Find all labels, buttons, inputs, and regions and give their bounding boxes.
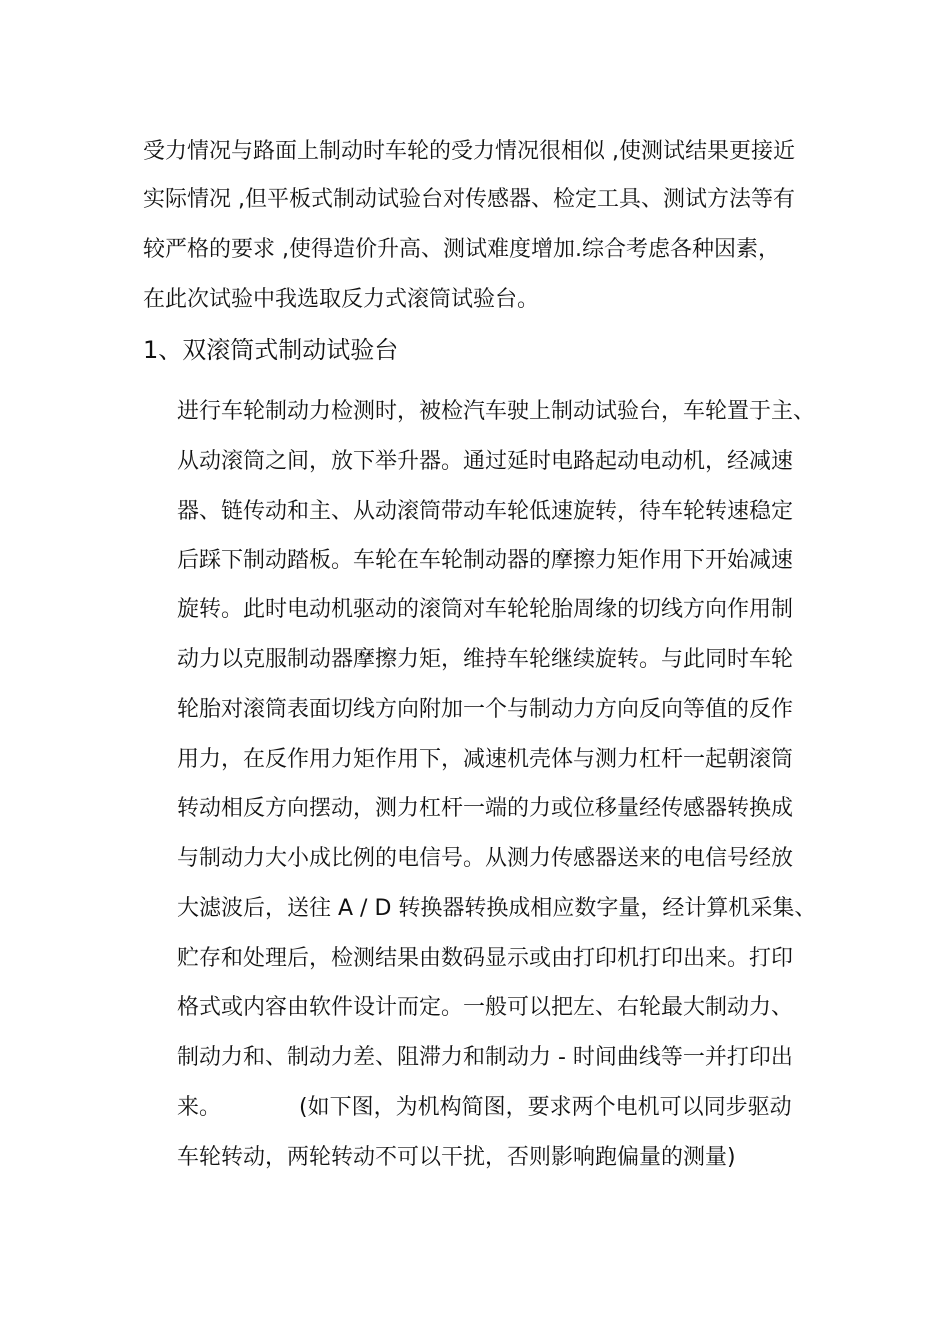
intro-line-2: 实际情况 ,但平板式制动试验台对传感器、检定工具、测试方法等有 (143, 187, 795, 212)
section-heading: 1、双滚筒式制动试验台 (143, 336, 399, 364)
body-line-4: 后踩下制动踏板。车轮在车轮制动器的摩擦力矩作用下开始减速 (177, 548, 794, 573)
body-line-1: 进行车轮制动力检测时，被检汽车驶上制动试验台，车轮置于主、 (177, 399, 816, 424)
intro-line-1: 受力情况与路面上制动时车轮的受力情况很相似 ,使测试结果更接近 (143, 139, 795, 164)
body-line-12: 贮存和处理后，检测结果由数码显示或由打印机打印出来。打印 (177, 946, 794, 971)
body-line-13: 格式或内容由软件设计而定。一般可以把左、右轮最大制动力、 (177, 995, 794, 1020)
body-line-7: 轮胎对滚筒表面切线方向附加一个与制动力方向反向等值的反作 (177, 697, 794, 722)
body-line-11: 大滤波后，送往 A / D 转换器转换成相应数字量，经计算机采集、 (177, 896, 817, 921)
body-line-6: 动力以克服制动器摩擦力矩，维持车轮继续旋转。与此同时车轮 (177, 647, 794, 672)
body-line-16: 车轮转动，两轮转动不可以干扰，否则影响跑偏量的测量) (177, 1145, 736, 1170)
body-line-15-start: 来。 (177, 1095, 222, 1120)
body-line-9: 转动相反方向摆动，测力杠杆一端的力或位移量经传感器转换成 (177, 796, 794, 821)
body-line-8: 用力，在反作用力矩作用下，减速机壳体与测力杠杆一起朝滚筒 (177, 747, 794, 772)
body-line-2: 从动滚筒之间，放下举升器。通过延时电路起动电动机，经减速 (177, 449, 794, 474)
intro-line-4: 在此次试验中我选取反力式滚筒试验台。 (143, 287, 540, 312)
body-line-10: 与制动力大小成比例的电信号。从测力传感器送来的电信号经放 (177, 846, 794, 871)
body-line-15 (177, 1092, 792, 1124)
intro-line-3: 较严格的要求 ,使得造价升高、测试难度增加.综合考虑各种因素， (143, 237, 780, 262)
figure-note: (如下图，为机构简图，要求两个电机可以同步驱动 (299, 1095, 792, 1120)
body-line-5: 旋转。此时电动机驱动的滚筒对车轮轮胎周缘的切线方向作用制 (177, 597, 794, 622)
body-line-14: 制动力和、制动力差、阻滞力和制动力 - 时间曲线等一并打印出 (177, 1045, 793, 1070)
body-line-3: 器、链传动和主、从动滚筒带动车轮低速旋转，待车轮转速稳定 (177, 499, 794, 524)
